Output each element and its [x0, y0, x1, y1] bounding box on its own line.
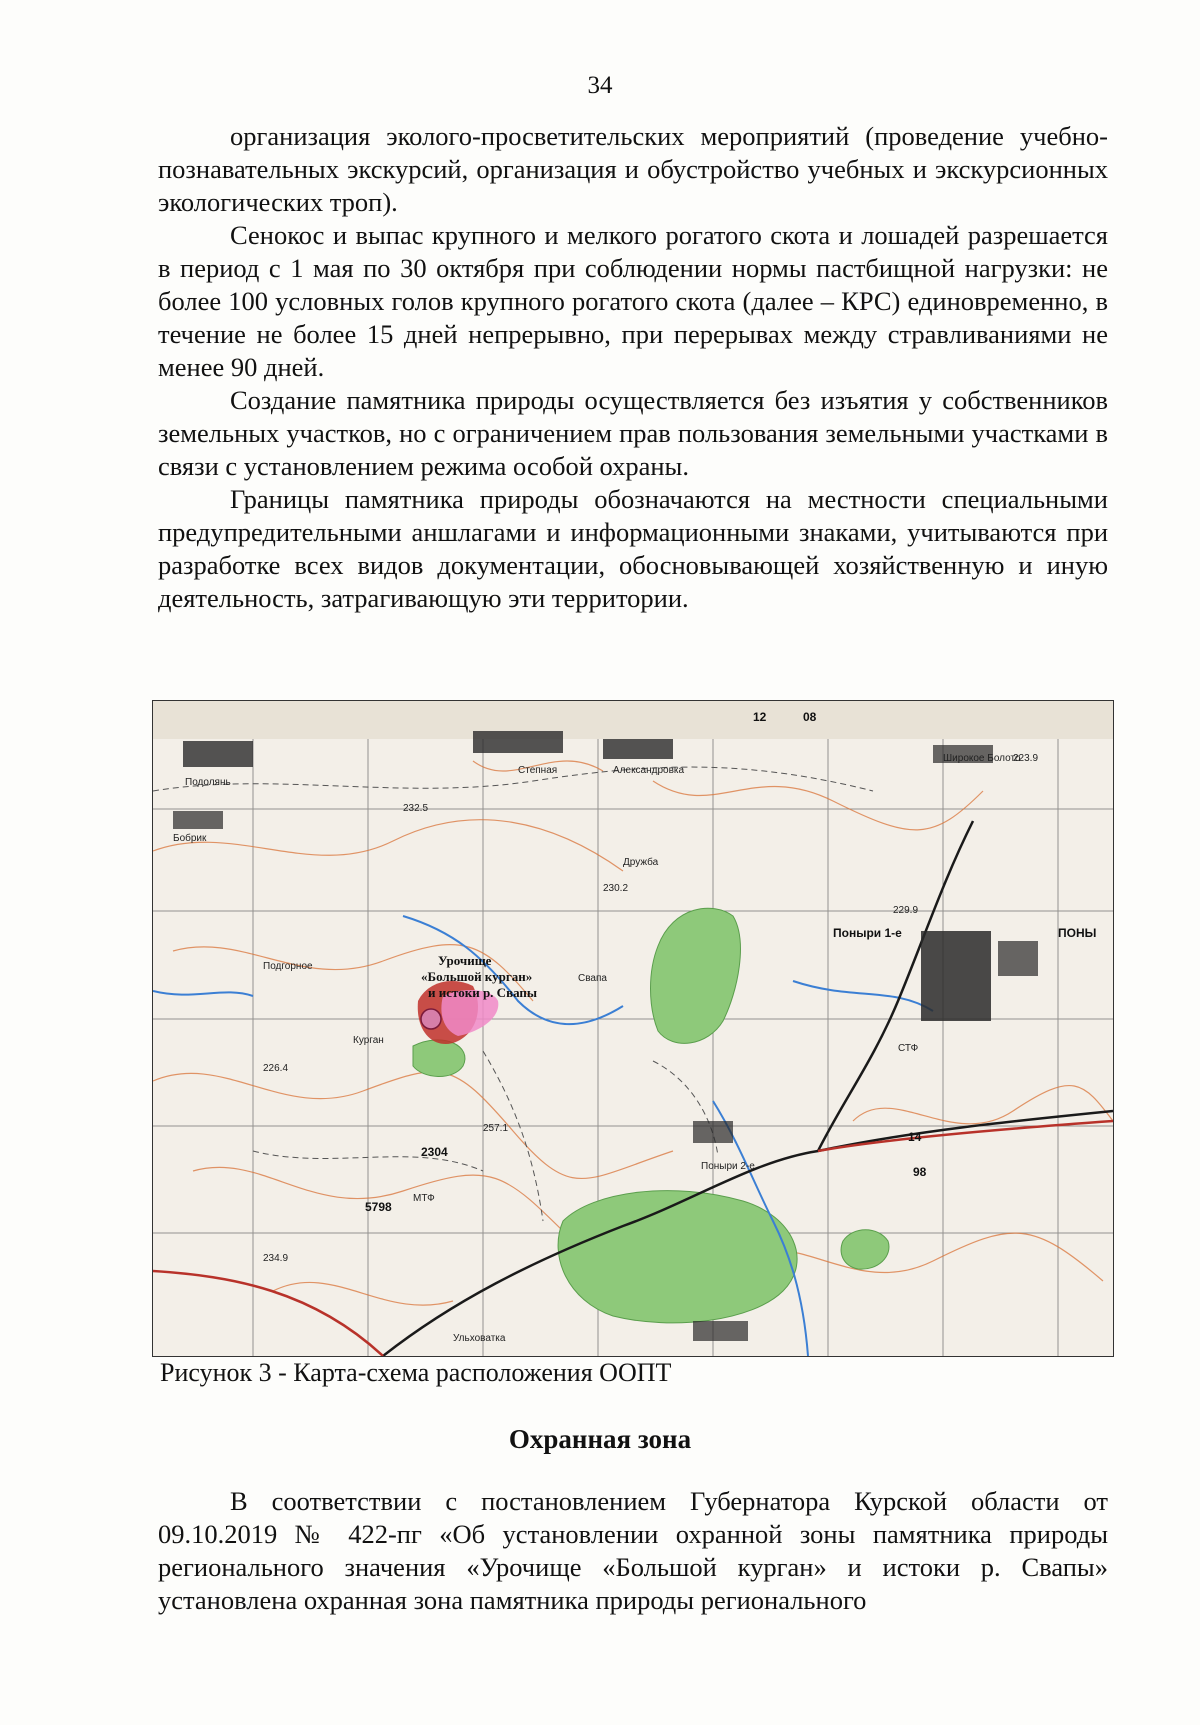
map-label-stepnaya: Степная: [518, 765, 558, 776]
map-label-bobrik: Бобрик: [173, 833, 207, 844]
figure-caption: Рисунок 3 - Карта-схема расположения ООПТ: [160, 1358, 672, 1387]
section-title: Охранная зона: [508, 1424, 692, 1454]
map-label-yulkhovatka: Ульховатка: [453, 1333, 506, 1344]
map-height-4: 229.9: [893, 905, 919, 916]
paragraph-land-rights: Создание памятника природы осуществляется без изъятия у собственников земельных участков, но с ограничением прав пользования земельными участками в связи с установлением режима особой охраны.: [158, 385, 1108, 481]
map-label-oopt-2: «Большой курган»: [421, 969, 533, 984]
paragraph-continuation: организация эколого-просветительских мероприятий (проведение учебно-познавательных экскурсий, организация и обустройство учебных и экскурсионных экологических троп).: [158, 121, 1108, 217]
map-label-oopt-1: Урочище: [438, 953, 492, 968]
paragraph-grazing: Сенокос и выпас крупного и мелкого рогатого скота и лошадей разрешается в период с 1 мая по 30 октября при соблюдении нормы пастбищной нагрузки: не более 100 условных голов крупного рогатого скота (далее – КРС) единовременно, в течение не более 15 дней непрерывно, при перерывах между стравливаниями не менее 90 дней.: [158, 220, 1108, 382]
map-height-6: 5798: [365, 1200, 392, 1214]
map-label-mtf: МТФ: [413, 1193, 435, 1204]
map-height-7: 2304: [421, 1145, 448, 1159]
map-label-ponyri-edge: ПОНЫ: [1058, 926, 1097, 940]
body-text-bottom: [158, 1485, 1108, 1617]
map-height-12: 223.9: [1013, 753, 1039, 764]
paragraph-protection-zone: В соответствии с постановлением Губернатора Курской области от 09.10.2019 № 422-пг «Об установлении охранной зоны памятника природы регионального значения «Урочище «Большой курган» и истоки р. Свапы» установлена охранная зона памятника природы регионального: [158, 1486, 1108, 1615]
map-label-stf: СТФ: [898, 1043, 919, 1054]
map-height-3: 226.4: [263, 1063, 289, 1074]
map-label-svapa: Свапа: [578, 973, 607, 984]
paragraph-boundaries: Границы памятника природы обозначаются на местности специальными предупредительными аншлагами и информационными знаками, учитываются при разработке всех видов документации, обосновывающей хозяйственную и иную деятельность, затрагивающую эти территории.: [158, 484, 1108, 613]
body-text-top: [158, 120, 1108, 615]
page-number: 34: [587, 72, 613, 99]
map-label-oopt-3: и истоки р. Свапы: [428, 985, 538, 1000]
location-map: [152, 700, 1114, 1357]
map-grid-98: 98: [913, 1165, 927, 1179]
map-label-town-2: Поныри 2-е: [701, 1161, 755, 1172]
map-label-druzhba: Дружба: [623, 857, 659, 868]
map-grid-08: 08: [803, 710, 817, 724]
map-height-5: 234.9: [263, 1253, 289, 1264]
map-drawing: [153, 701, 1113, 1356]
map-label-town: Поныри 1-е: [833, 926, 902, 940]
map-height-2: 230.2: [603, 883, 629, 894]
map-label-shirokoe: Широкое Болото: [943, 753, 1021, 764]
map-label-podgornoe: Подгорное: [263, 961, 313, 972]
map-label-kurgan: Курган: [353, 1035, 384, 1046]
map-label-alexandrovka: Александровка: [613, 765, 685, 776]
map-grid-12: 12: [753, 710, 767, 724]
map-label-podolyan: Подолянь: [185, 777, 231, 788]
map-height-1: 232.5: [403, 803, 429, 814]
map-height-13: 257.1: [483, 1123, 509, 1134]
map-grid-14: 14: [908, 1130, 922, 1144]
